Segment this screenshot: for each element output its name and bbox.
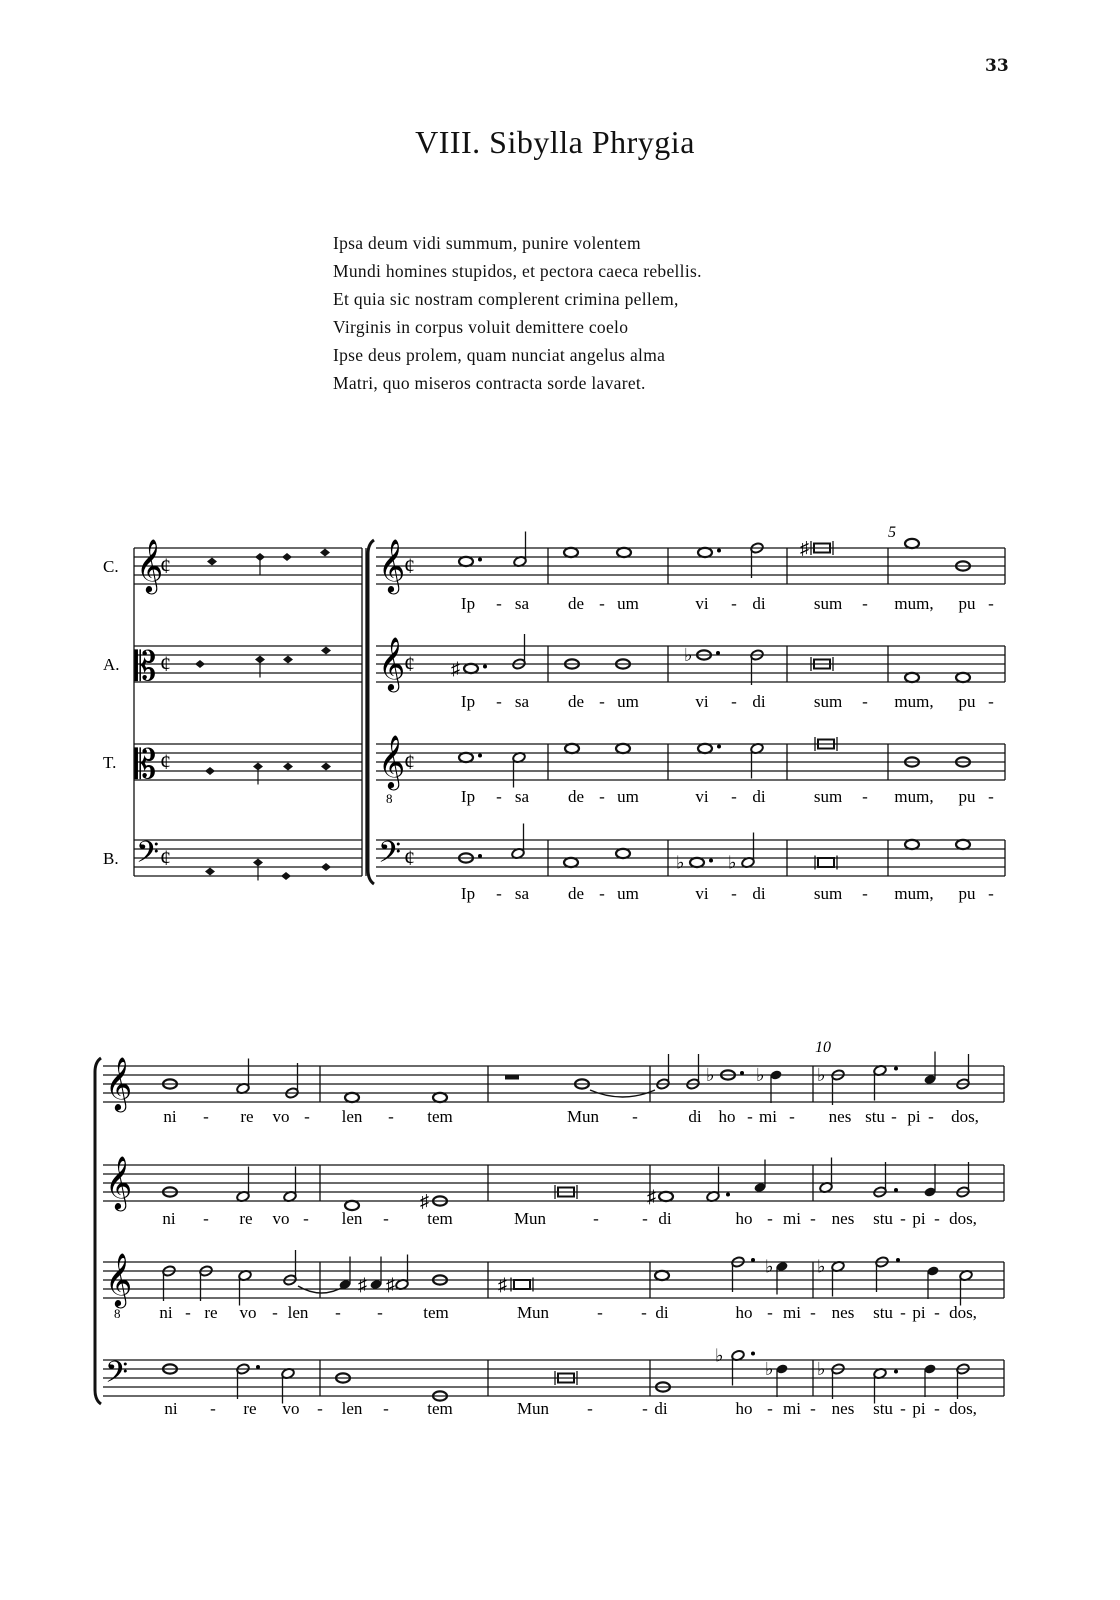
lyric-syllable: mum,: [894, 787, 934, 806]
flat-sign: ♭: [728, 852, 737, 873]
lyric-syllable: di: [752, 884, 766, 903]
lyric-syllable: -: [335, 1303, 341, 1322]
lyric-syllable: -: [928, 1107, 934, 1126]
lyric-syllable: um: [617, 692, 639, 711]
whole-note: [905, 539, 919, 548]
cut-time-signature: ¢: [160, 749, 171, 774]
lyric-syllable: ho: [735, 1399, 753, 1418]
lyric-syllable: pu: [958, 884, 976, 903]
lyric-syllable: len: [341, 1107, 363, 1126]
lyric-syllable: -: [731, 787, 737, 806]
poem-line: Matri, quo miseros contracta sorde lavaret.: [333, 373, 646, 393]
whole-note: [464, 664, 478, 673]
lyric-syllable: ho: [735, 1303, 753, 1322]
lyric-syllable: stu: [873, 1303, 893, 1322]
lyric-syllable: -: [597, 1303, 603, 1322]
augmentation-dot: [751, 1258, 755, 1262]
flat-sign: ♭: [817, 1256, 826, 1277]
cut-time-signature: ¢: [160, 553, 171, 578]
lyric-syllable: -: [934, 1303, 940, 1322]
lyric-syllable: di: [688, 1107, 702, 1126]
augmentation-dot: [717, 745, 721, 749]
bass-clef: 𝄢: [136, 836, 160, 876]
flat-sign: ♭: [765, 1359, 774, 1379]
lyric-syllable: mum,: [894, 692, 934, 711]
sharp-sign: ♯: [451, 658, 460, 679]
lyric-syllable: vo: [272, 1209, 290, 1228]
lyric-syllable: dos,: [949, 1399, 977, 1418]
treble-clef: 𝄞: [136, 540, 164, 591]
lyric-syllable: dos,: [951, 1107, 979, 1126]
flat-sign: ♭: [706, 1065, 715, 1085]
lyric-syllable: vi: [695, 787, 709, 806]
lyric-syllable: Mun: [566, 1107, 600, 1126]
augmentation-dot: [478, 558, 482, 562]
lyric-syllable: -: [900, 1399, 906, 1418]
lyric-syllable: sa: [514, 787, 530, 806]
incipit-note: [195, 660, 205, 668]
poem-line: Virginis in corpus voluit demittere coelo: [333, 317, 629, 337]
lyric-syllable: -: [599, 692, 605, 711]
whole-note: [564, 548, 578, 557]
flat-sign: ♭: [756, 1065, 765, 1085]
lyric-syllable: mum,: [894, 594, 934, 613]
lyric-syllable: vi: [695, 594, 709, 613]
augmentation-dot: [740, 1071, 744, 1075]
lyric-syllable: -: [862, 594, 868, 613]
whole-note: [655, 1271, 669, 1280]
augmentation-dot: [896, 1258, 900, 1262]
lyric-syllable: -: [599, 787, 605, 806]
voice-label: T.: [103, 753, 117, 772]
incipit-note: [321, 647, 331, 655]
lyric-syllable: -: [632, 1107, 638, 1126]
lyric-syllable: pu: [958, 594, 976, 613]
cut-time-signature: ¢: [404, 553, 415, 578]
lyric-syllable: Mun: [516, 1399, 550, 1418]
lyric-syllable: mi: [759, 1107, 777, 1126]
lyric-syllable: -: [988, 692, 994, 711]
breve-note: [514, 1280, 530, 1289]
lyric-syllable: -: [210, 1399, 216, 1418]
lyric-syllable: di: [752, 594, 766, 613]
lyric-syllable: vo: [282, 1399, 300, 1418]
lyric-syllable: len: [341, 1209, 363, 1228]
piece-title: VIII. Sibylla Phrygia: [415, 124, 695, 160]
augmentation-dot: [256, 1365, 260, 1369]
lyric-syllable: -: [642, 1209, 648, 1228]
lyric-syllable: vo: [239, 1303, 257, 1322]
lyric-syllable: -: [203, 1107, 209, 1126]
incipit-note: [205, 868, 215, 876]
lyric-syllable: pu: [958, 692, 976, 711]
whole-note: [698, 548, 712, 557]
lyric-syllable: tem: [423, 1303, 449, 1322]
augmentation-dot: [894, 1188, 898, 1192]
lyric-syllable: nes: [831, 1303, 855, 1322]
lyric-syllable: de: [567, 594, 585, 613]
lyric-syllable: sum: [813, 692, 843, 711]
lyric-syllable: -: [900, 1303, 906, 1322]
lyric-syllable: mi: [783, 1303, 801, 1322]
lyric-syllable: mi: [783, 1399, 801, 1418]
lyric-syllable: mum,: [894, 884, 934, 903]
lyric-syllable: sum: [813, 787, 843, 806]
lyric-syllable: -: [496, 787, 502, 806]
lyric-syllable: sa: [514, 692, 530, 711]
lyric-syllable: -: [383, 1209, 389, 1228]
lyric-syllable: Ip: [460, 692, 476, 711]
cut-time-signature: ¢: [160, 651, 171, 676]
augmentation-dot: [478, 854, 482, 858]
lyric-syllable: re: [243, 1399, 257, 1418]
whole-note: [956, 673, 970, 682]
lyric-syllable: -: [789, 1107, 795, 1126]
lyric-syllable: -: [810, 1303, 816, 1322]
lyric-syllable: -: [599, 884, 605, 903]
whole-note: [905, 673, 919, 682]
treble-clef: 𝄞: [105, 1058, 133, 1109]
treble-clef: 𝄞: [378, 540, 406, 591]
lyric-syllable: mi: [783, 1209, 801, 1228]
lyric-syllable: sum: [813, 884, 843, 903]
lyric-syllable: -: [731, 594, 737, 613]
whole-note: [659, 1192, 673, 1201]
lyric-syllable: stu: [873, 1209, 893, 1228]
lyric-syllable: nes: [831, 1399, 855, 1418]
lyric-syllable: -: [891, 1107, 897, 1126]
lyric-syllable: -: [810, 1399, 816, 1418]
lyric-syllable: ni: [159, 1303, 173, 1322]
augmentation-dot: [726, 1193, 730, 1197]
treble-clef: 𝄞: [378, 638, 406, 689]
lyric-syllable: di: [752, 692, 766, 711]
lyric-syllable: pi: [912, 1209, 926, 1228]
lyric-syllable: re: [204, 1303, 218, 1322]
lyric-syllable: Mun: [516, 1303, 550, 1322]
augmentation-dot: [717, 549, 721, 553]
voice-label: C.: [103, 557, 119, 576]
cut-time-signature: ¢: [404, 651, 415, 676]
lyric-syllable: stu: [873, 1399, 893, 1418]
whole-note: [690, 858, 704, 867]
treble-clef: 𝄞: [105, 1254, 133, 1305]
lyric-syllable: -: [988, 884, 994, 903]
augmentation-dot: [894, 1370, 898, 1374]
lyric-syllable: nes: [828, 1107, 852, 1126]
whole-note: [459, 753, 473, 762]
lyric-syllable: ni: [162, 1209, 176, 1228]
augmentation-dot: [478, 754, 482, 758]
lyric-syllable: de: [567, 692, 585, 711]
augmentation-dot: [483, 665, 487, 669]
cut-time-signature: ¢: [404, 845, 415, 870]
lyric-syllable: len: [341, 1399, 363, 1418]
lyric-syllable: len: [287, 1303, 309, 1322]
lyric-syllable: -: [383, 1399, 389, 1418]
flat-sign: ♭: [765, 1256, 774, 1277]
lyric-syllable: de: [567, 787, 585, 806]
flat-sign: ♭: [715, 1345, 724, 1366]
incipit-note: [321, 763, 331, 771]
augmentation-dot: [751, 1352, 755, 1356]
lyric-syllable: -: [767, 1399, 773, 1418]
lyric-syllable: -: [862, 787, 868, 806]
flat-sign: ♭: [676, 852, 685, 873]
sharp-sign: ♯: [420, 1191, 429, 1211]
lyric-syllable: nes: [831, 1209, 855, 1228]
whole-note: [617, 548, 631, 557]
sharp-sign: ♯: [498, 1274, 507, 1295]
measure-number: 5: [888, 524, 896, 541]
whole-note: [616, 744, 630, 753]
tenor-octave-mark: 8: [386, 791, 393, 806]
lyric-syllable: -: [303, 1209, 309, 1228]
lyric-syllable: -: [587, 1399, 593, 1418]
lyric-syllable: -: [496, 594, 502, 613]
lyric-syllable: di: [654, 1399, 668, 1418]
lyric-syllable: dos,: [949, 1303, 977, 1322]
lyric-syllable: -: [900, 1209, 906, 1228]
incipit-note: [283, 763, 293, 771]
lyric-syllable: -: [388, 1107, 394, 1126]
measure-number: 10: [815, 1039, 831, 1056]
lyric-syllable: sum: [813, 594, 843, 613]
whole-note: [345, 1093, 359, 1102]
c-clef: 𝄡: [134, 644, 157, 689]
voice-label: A.: [103, 655, 120, 674]
lyric-syllable: -: [934, 1399, 940, 1418]
whole-note: [956, 840, 970, 849]
lyric-syllable: -: [304, 1107, 310, 1126]
lyric-syllable: -: [747, 1107, 753, 1126]
lyric-syllable: -: [862, 692, 868, 711]
lyric-syllable: vi: [695, 692, 709, 711]
lyric-syllable: -: [599, 594, 605, 613]
lyric-syllable: -: [934, 1209, 940, 1228]
lyric-syllable: tem: [427, 1107, 453, 1126]
lyric-syllable: -: [593, 1209, 599, 1228]
lyric-syllable: de: [567, 884, 585, 903]
whole-note: [905, 840, 919, 849]
lyric-syllable: pi: [912, 1303, 926, 1322]
system-bracket: [368, 540, 374, 884]
incipit-note: [281, 872, 291, 880]
lyric-syllable: -: [185, 1303, 191, 1322]
lyric-syllable: -: [767, 1209, 773, 1228]
treble-clef: 𝄞: [105, 1157, 133, 1208]
lyric-syllable: -: [272, 1303, 278, 1322]
lyric-syllable: -: [988, 594, 994, 613]
lyric-syllable: tem: [427, 1209, 453, 1228]
lyric-syllable: ho: [718, 1107, 736, 1126]
whole-note: [698, 744, 712, 753]
incipit-note: [207, 558, 217, 566]
lyric-syllable: -: [862, 884, 868, 903]
whole-note: [564, 858, 578, 867]
augmentation-dot: [709, 859, 713, 863]
whole-rest: [505, 1075, 519, 1080]
poem-line: Et quia sic nostram complerent crimina pellem,: [333, 289, 679, 309]
sharp-sign: ♯: [647, 1186, 656, 1207]
lyric-syllable: re: [239, 1209, 253, 1228]
lyric-syllable: um: [617, 787, 639, 806]
lyric-syllable: -: [642, 1399, 648, 1418]
poem-line: Mundi homines stupidos, et pectora caeca rebellis.: [333, 261, 702, 281]
lyric-syllable: Ip: [460, 787, 476, 806]
augmentation-dot: [894, 1067, 898, 1071]
breve-note: [818, 858, 834, 867]
lyric-syllable: -: [767, 1303, 773, 1322]
lyric-syllable: Mun: [513, 1209, 547, 1228]
whole-note: [565, 744, 579, 753]
poem-line: Ipsa deum vidi summum, punire volentem: [333, 233, 641, 253]
lyric-syllable: -: [731, 692, 737, 711]
poem-line: Ipse deus prolem, quam nunciat angelus alma: [333, 345, 666, 365]
flat-sign: ♭: [817, 1065, 826, 1085]
lyric-syllable: um: [617, 884, 639, 903]
lyric-syllable: ho: [735, 1209, 753, 1228]
whole-note: [616, 849, 630, 858]
score-system-1: [103, 524, 1005, 903]
c-clef: 𝄡: [134, 742, 157, 787]
sharp-sign: ♯: [800, 538, 809, 558]
lyric-syllable: -: [988, 787, 994, 806]
lyric-syllable: -: [317, 1399, 323, 1418]
whole-note: [459, 557, 473, 566]
lyric-syllable: -: [377, 1303, 383, 1322]
augmentation-dot: [716, 651, 720, 655]
voice-label: B.: [103, 849, 119, 868]
system-bracket: [95, 1058, 101, 1404]
lyric-syllable: sa: [514, 594, 530, 613]
lyric-syllable: Ip: [460, 594, 476, 613]
lyric-syllable: vi: [695, 884, 709, 903]
bass-clef: 𝄢: [105, 1356, 129, 1396]
score-system-2: [95, 1039, 1004, 1418]
lyric-syllable: -: [731, 884, 737, 903]
lyric-syllable: -: [496, 692, 502, 711]
lyric-syllable: -: [203, 1209, 209, 1228]
lyric-syllable: ni: [163, 1107, 177, 1126]
lyric-syllable: -: [641, 1303, 647, 1322]
whole-note: [433, 1093, 447, 1102]
treble-clef: 𝄞: [378, 736, 406, 787]
lyric-syllable: di: [752, 787, 766, 806]
page-number: 33: [985, 56, 1009, 76]
lyric-syllable: sa: [514, 884, 530, 903]
lyric-syllable: -: [810, 1209, 816, 1228]
flat-sign: ♭: [684, 645, 693, 665]
cut-time-signature: ¢: [160, 845, 171, 870]
incipit-note: [321, 863, 331, 871]
lyric-syllable: pi: [912, 1399, 926, 1418]
lyric-syllable: pu: [958, 787, 976, 806]
lyric-syllable: pi: [907, 1107, 921, 1126]
sharp-sign: ♯: [358, 1274, 367, 1295]
lyric-syllable: vo: [272, 1107, 290, 1126]
lyric-syllable: stu: [865, 1107, 885, 1126]
incipit-note: [283, 656, 293, 664]
incipit-note: [205, 767, 215, 775]
lyric-syllable: -: [496, 884, 502, 903]
incipit-note: [320, 549, 330, 557]
lyric-syllable: re: [240, 1107, 254, 1126]
flat-sign: ♭: [817, 1359, 826, 1379]
bass-clef: 𝄢: [378, 836, 402, 876]
lyric-syllable: di: [658, 1209, 672, 1228]
lyric-syllable: dos,: [949, 1209, 977, 1228]
lyric-syllable: ni: [164, 1399, 178, 1418]
cut-time-signature: ¢: [404, 749, 415, 774]
lyric-syllable: um: [617, 594, 639, 613]
lyric-syllable: Ip: [460, 884, 476, 903]
sharp-sign: ♯: [386, 1274, 395, 1295]
lyric-syllable: tem: [427, 1399, 453, 1418]
incipit-note: [282, 553, 292, 561]
tenor-octave-mark: 8: [114, 1306, 121, 1321]
lyric-syllable: di: [655, 1303, 669, 1322]
